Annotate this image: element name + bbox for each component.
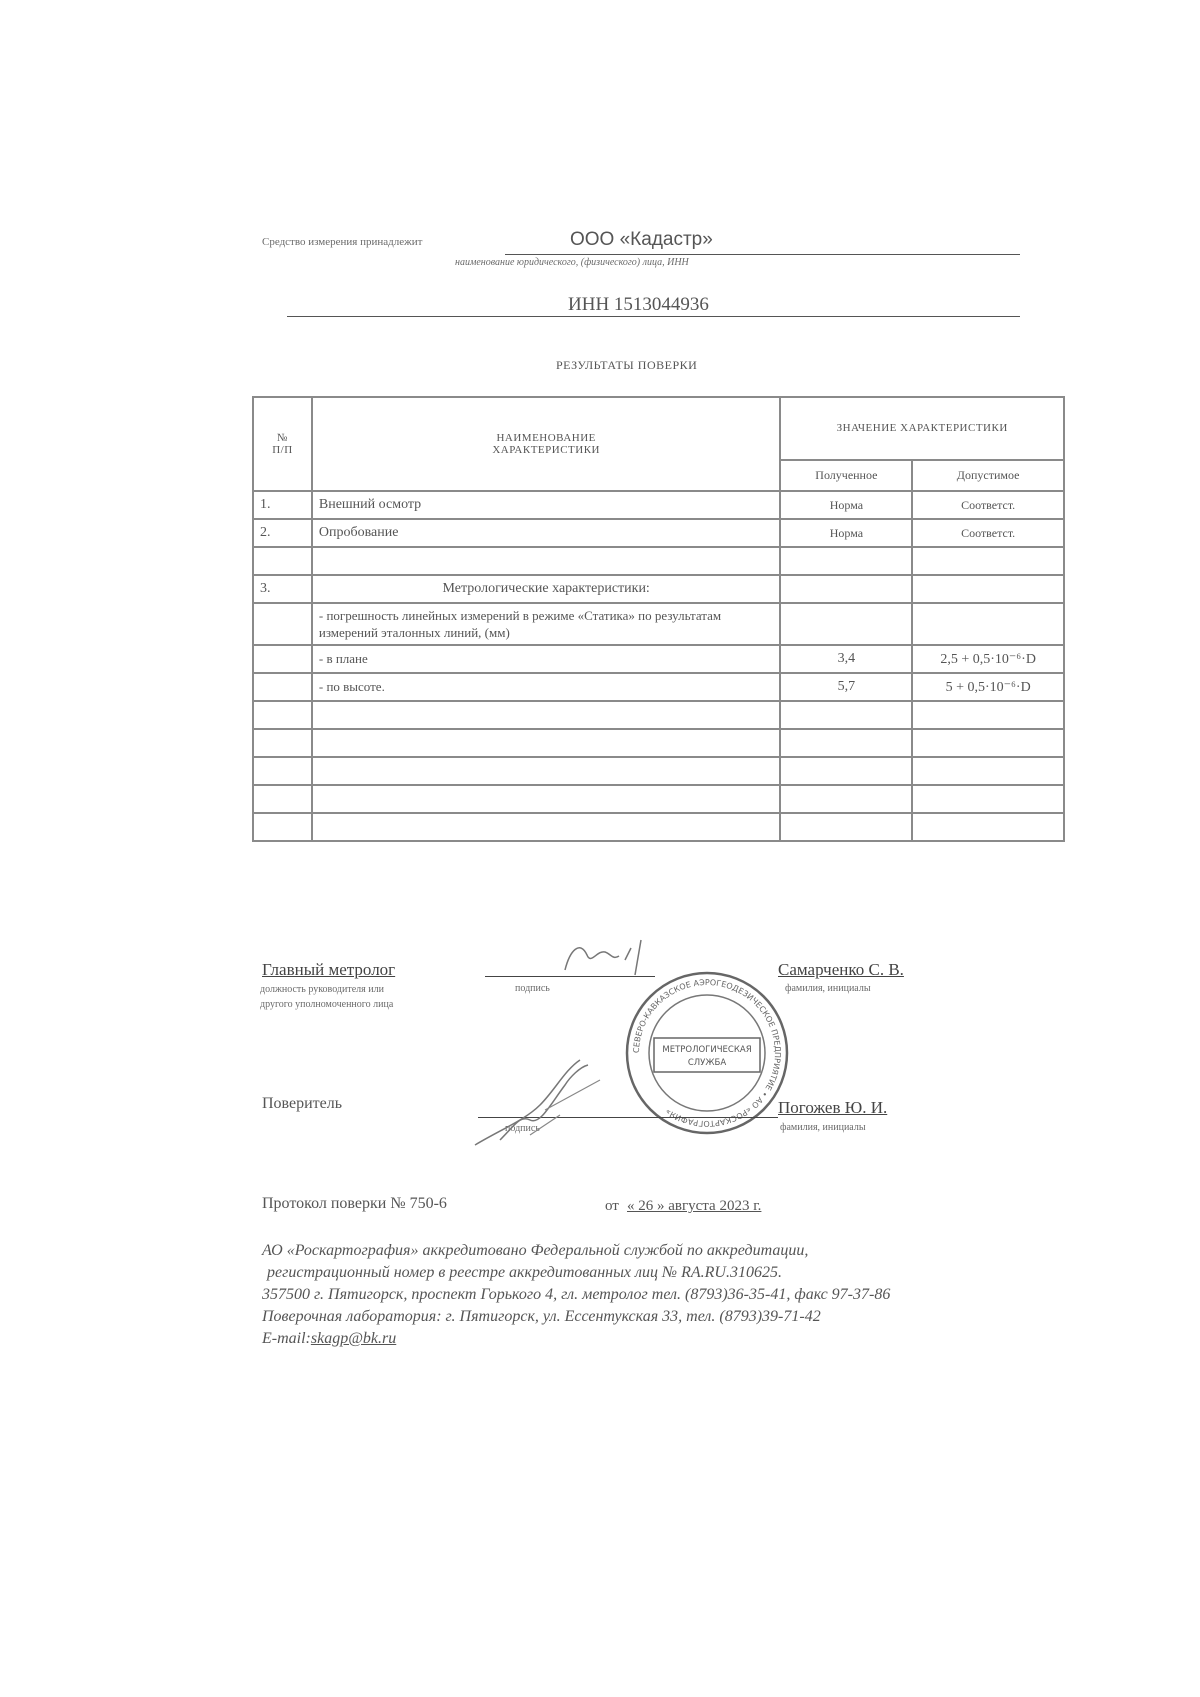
protocol-label: Протокол поверки № 750-6 — [262, 1195, 447, 1212]
stamp-outer-text: СЕВЕРО-КАВКАЗСКОЕ АЭРОГЕОДЕЗИЧЕСКОЕ ПРЕДПРИЯТИЕ • АО «РОСКАРТОГРАФИЯ» — [631, 977, 783, 1129]
row-num — [253, 547, 312, 575]
row-allowed — [912, 603, 1064, 645]
row-allowed: 5 + 0,5·10⁻⁶·D — [912, 673, 1064, 701]
header-value: ЗНАЧЕНИЕ ХАРАКТЕРИСТИКИ — [780, 397, 1064, 460]
row-name: - по высоте. — [312, 673, 781, 701]
table-row — [253, 701, 1064, 729]
row-name: - погрешность линейных измерений в режиме «Статика» по результатам измерений эталонных линий, (мм) — [312, 603, 781, 645]
header-num: № П/П — [253, 397, 312, 491]
table-row — [253, 603, 1064, 645]
row-received: Норма — [780, 519, 912, 547]
row-allowed — [912, 813, 1064, 841]
header-name: НАИМЕНОВАНИЕ ХАРАКТЕРИСТИКИ — [312, 397, 781, 491]
table-header-row — [253, 397, 1064, 460]
table-row — [253, 575, 1064, 603]
row-num: 1. — [253, 491, 312, 519]
row-name: Метрологические характеристики: — [312, 575, 781, 603]
verifier-signature-image — [470, 1045, 620, 1155]
row-num — [253, 701, 312, 729]
owner-value: ООО «Кадастр» — [570, 229, 713, 250]
table-row — [253, 785, 1064, 813]
row-name: - в плане — [312, 645, 781, 673]
verifier-name-caption: фамилия, инициалы — [780, 1122, 866, 1133]
metrology-stamp — [622, 968, 792, 1138]
row-received — [780, 547, 912, 575]
row-name — [312, 729, 781, 757]
row-num: 2. — [253, 519, 312, 547]
row-num — [253, 813, 312, 841]
row-received: 5,7 — [780, 673, 912, 701]
footer-email-line — [262, 1328, 890, 1350]
stamp-center-text-2: СЛУЖБА — [687, 1058, 727, 1068]
row-received — [780, 729, 912, 757]
table-row — [253, 645, 1064, 673]
row-num — [253, 645, 312, 673]
owner-label: Средство измерения принадлежит — [262, 236, 423, 248]
verifier-position: Поверитель — [262, 1095, 343, 1112]
row-name — [312, 813, 781, 841]
footer-line-4: Поверочная лаборатория: г. Пятигорск, ул. Ессентукская 33, тел. (8793)39-71-42 — [262, 1308, 821, 1325]
header-allowed: Допустимое — [912, 460, 1064, 491]
row-allowed: Соответст. — [912, 491, 1064, 519]
table-row — [253, 547, 1064, 575]
table-row — [253, 729, 1064, 757]
stamp-center-text-1: МЕТРОЛОГИЧЕСКАЯ — [662, 1045, 752, 1055]
row-name — [312, 757, 781, 785]
protocol-date-prefix: от — [605, 1198, 619, 1214]
table-row — [253, 757, 1064, 785]
row-name — [312, 785, 781, 813]
row-received — [780, 757, 912, 785]
row-allowed — [912, 547, 1064, 575]
table-row — [253, 491, 1064, 519]
row-num — [253, 673, 312, 701]
row-num — [253, 729, 312, 757]
row-received — [780, 575, 912, 603]
row-allowed — [912, 575, 1064, 603]
footer-line-3: 357500 г. Пятигорск, проспект Горького 4, гл. метролог тел. (8793)36-35-41, факс 97-37-86 — [262, 1286, 891, 1303]
chief-name-caption: фамилия, инициалы — [785, 983, 871, 994]
table-row — [253, 673, 1064, 701]
row-name: Внешний осмотр — [312, 491, 781, 519]
verifier-sign-caption: подпись — [505, 1123, 540, 1134]
row-num: 3. — [253, 575, 312, 603]
footer-line-2: регистрационный номер в реестре аккредитованных лиц № RA.RU.310625. — [267, 1264, 782, 1281]
chief-position: Главный метролог — [262, 960, 396, 979]
row-allowed — [912, 785, 1064, 813]
row-received — [780, 813, 912, 841]
row-received: 3,4 — [780, 645, 912, 673]
row-received — [780, 701, 912, 729]
row-received — [780, 785, 912, 813]
row-received: Норма — [780, 491, 912, 519]
row-name — [312, 701, 781, 729]
row-allowed: Соответст. — [912, 519, 1064, 547]
chief-name: Самарченко С. В. — [778, 960, 904, 979]
row-allowed — [912, 701, 1064, 729]
row-allowed — [912, 729, 1064, 757]
row-received — [780, 603, 912, 645]
table-row — [253, 519, 1064, 547]
verifier-name: Погожев Ю. И. — [778, 1098, 888, 1117]
footer-email-label: E-mail: — [262, 1330, 311, 1347]
chief-sign-caption: подпись — [515, 983, 550, 994]
footer — [262, 1240, 890, 1350]
row-name: Опробование — [312, 519, 781, 547]
row-allowed — [912, 757, 1064, 785]
row-num — [253, 785, 312, 813]
row-name — [312, 547, 781, 575]
results-table — [252, 396, 1065, 842]
footer-email-link[interactable]: skagp@bk.ru — [310, 1330, 397, 1347]
owner-caption: наименование юридического, (физического) лица, ИНН — [455, 257, 689, 268]
protocol-date: « 26 » августа 2023 г. — [627, 1198, 762, 1214]
row-num — [253, 603, 312, 645]
header-received: Полученное — [780, 460, 912, 491]
owner-inn: ИНН 1513044936 — [568, 294, 709, 315]
table-row — [253, 813, 1064, 841]
page-title: РЕЗУЛЬТАТЫ ПОВЕРКИ — [556, 358, 698, 372]
footer-line-1: АО «Роскартография» аккредитовано Федеральной службой по аккредитации, — [262, 1242, 809, 1259]
row-allowed: 2,5 + 0,5·10⁻⁶·D — [912, 645, 1064, 673]
row-num — [253, 757, 312, 785]
chief-position-caption: должность руководителя или другого уполномоченного лица — [260, 984, 394, 1010]
